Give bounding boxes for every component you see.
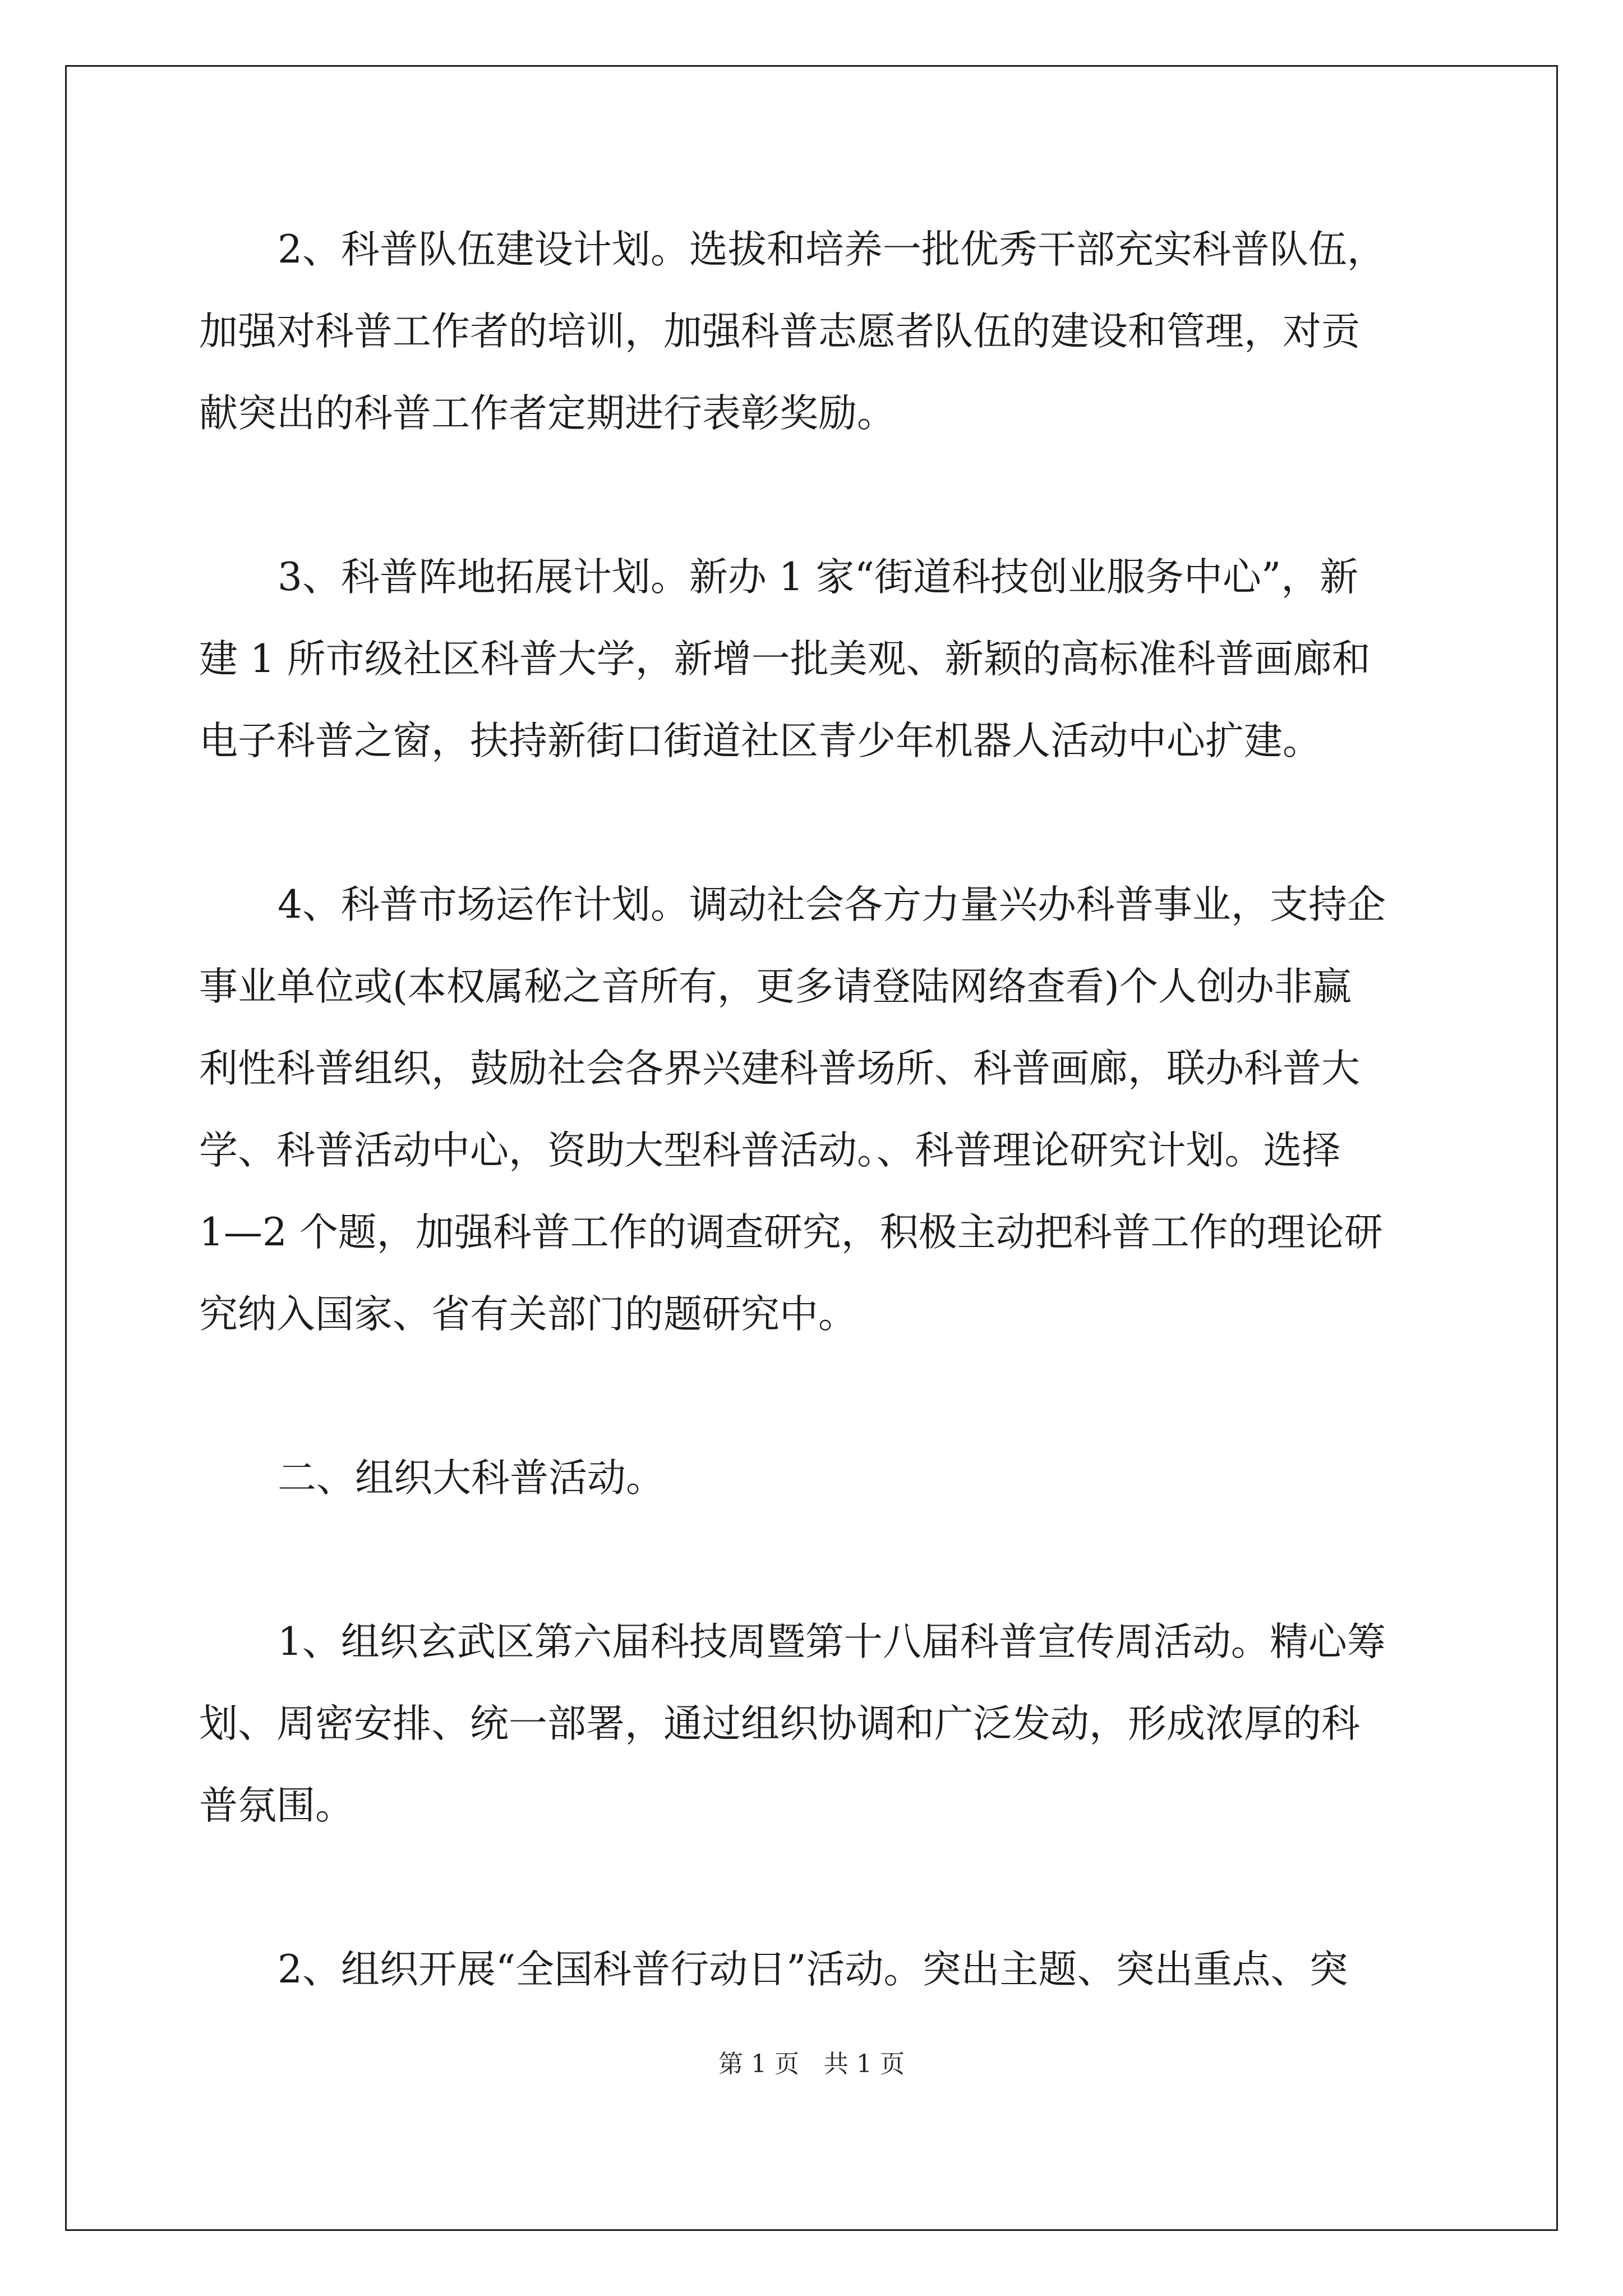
text-line: 1、组织玄武区第六届科技周暨第十八届科普宣传周活动。精心筹: [278, 1619, 1386, 1664]
paragraph: [199, 1601, 1427, 1847]
text-line: 3、科普阵地拓展计划。新办 1 家“街道科技创业服务中心”，新: [278, 555, 1359, 600]
text-line: 建 1 所市级社区科普大学，新增一批美观、新颖的高标准科普画廊和: [199, 637, 1371, 682]
text-line: 普氛围。: [199, 1783, 354, 1828]
text-line: 二、组织大科普活动。: [278, 1456, 665, 1501]
paragraph-gap: [199, 782, 1427, 864]
paragraph: [199, 536, 1427, 782]
paragraph: [199, 864, 1427, 1355]
document-body: [199, 209, 1427, 2010]
paragraph: [199, 209, 1427, 454]
section-heading: [199, 1437, 1427, 1519]
text-line: 事业单位或(本权属秘之音所有，更多请登陆网络查看)个人创办非赢: [199, 964, 1352, 1009]
text-line: 2、组织开展“全国科普行动日”活动。突出主题、突出重点、突: [278, 1947, 1348, 1992]
text-line: 2、科普队伍建设计划。选拔和培养一批优秀干部充实科普队伍，: [278, 227, 1386, 272]
text-line: 学、科普活动中心，资助大型科普活动。、科普理论研究计划。选择: [199, 1128, 1341, 1173]
paragraph: [199, 1929, 1427, 2010]
text-line: 4、科普市场运作计划。调动社会各方力量兴办科普事业，支持企: [278, 882, 1386, 927]
text-line: 1—2 个题，加强科普工作的调查研究，积极主动把科普工作的理论研: [199, 1210, 1383, 1255]
paragraph-gap: [199, 1519, 1427, 1601]
text-line: 加强对科普工作者的培训，加强科普志愿者队伍的建设和管理，对贡: [199, 309, 1360, 354]
text-line: 究纳入国家、省有关部门的题研究中。: [199, 1292, 857, 1337]
text-line: 划、周密安排、统一部署，通过组织协调和广泛发动，形成浓厚的科: [199, 1701, 1360, 1746]
text-line: 利性科普组织，鼓励社会各界兴建科普场所、科普画廊，联办科普大: [199, 1046, 1360, 1091]
paragraph-gap: [199, 1847, 1427, 1929]
paragraph-gap: [199, 1355, 1427, 1437]
page-number-footer: 第 1 页 共 1 页: [718, 2050, 905, 2078]
text-line: 献突出的科普工作者定期进行表彰奖励。: [199, 391, 896, 436]
paragraph-gap: [199, 454, 1427, 536]
text-line: 电子科普之窗，扶持新街口街道社区青少年机器人活动中心扩建。: [199, 719, 1321, 763]
